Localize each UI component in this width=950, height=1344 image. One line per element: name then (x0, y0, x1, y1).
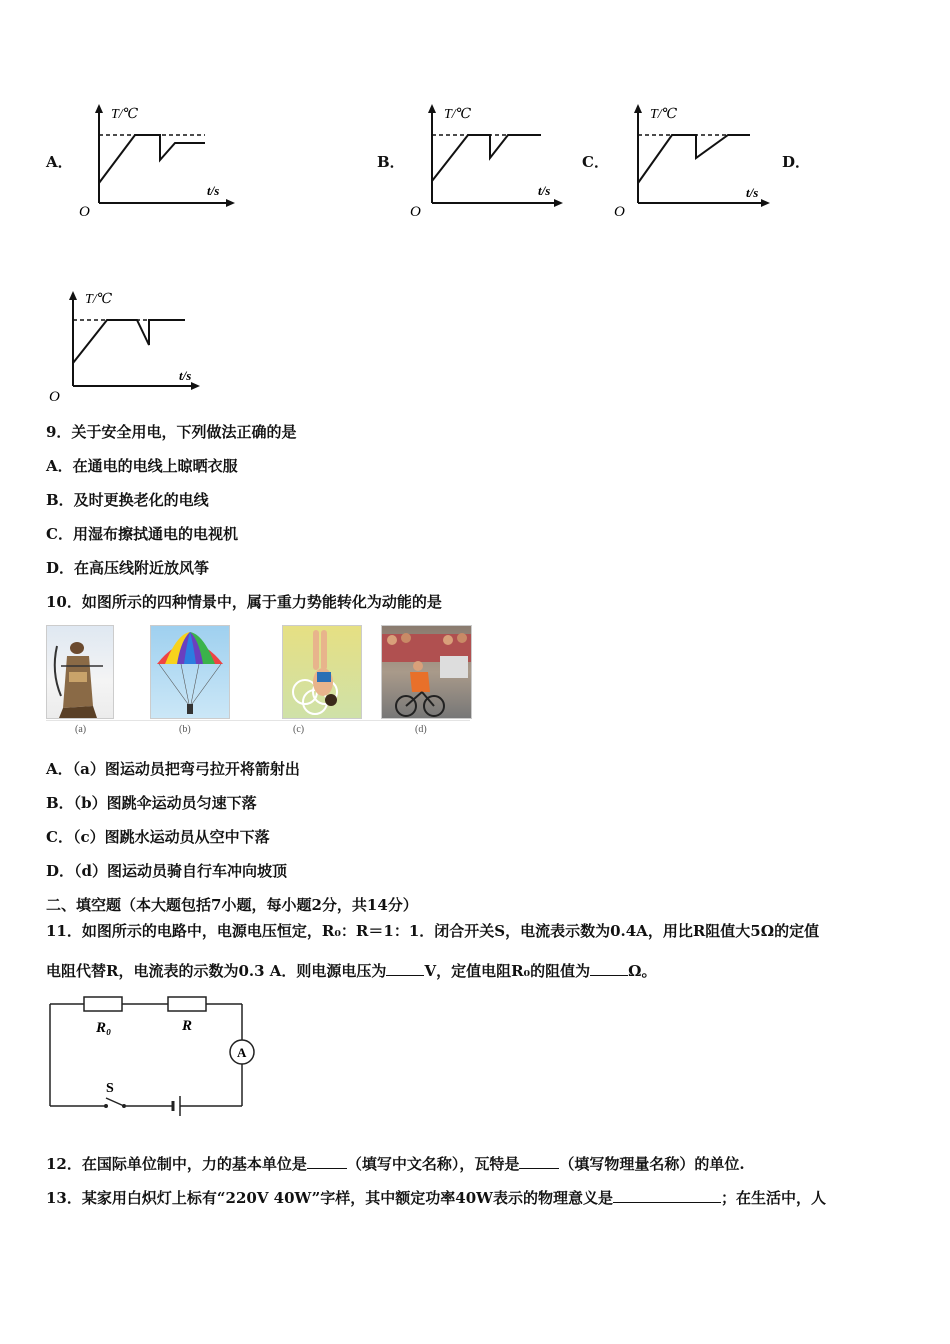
label-r0: R₀ (96, 1020, 112, 1036)
switch-icon (106, 1098, 124, 1106)
graph-a-x-label: t/s (207, 183, 220, 198)
label-ammeter: A (237, 1045, 247, 1060)
option-b-label: B． (377, 153, 405, 171)
q11-text-c: Ω。 (628, 962, 657, 980)
photo-cyclist (381, 625, 472, 719)
graph-c-origin: O (614, 204, 625, 220)
q12-blank-unit[interactable] (307, 1154, 347, 1169)
option-c-label: C． (582, 153, 609, 171)
q10-option-b: B．（b）图跳伞运动员匀速下落 (46, 794, 257, 812)
q12-line (46, 1154, 745, 1172)
q13-blank-meaning[interactable] (613, 1188, 721, 1203)
graph-d-y-label: T/℃ (85, 292, 113, 307)
graph-b-x-label: t/s (538, 183, 551, 198)
photo-archer (46, 625, 114, 719)
q11-line2 (46, 961, 656, 979)
photo-diver (282, 625, 362, 719)
q10-option-d: D．（d）图运动员骑自行车冲向坡顶 (46, 862, 287, 880)
graph-d (45, 283, 210, 408)
q13-line (46, 1188, 826, 1206)
graph-c (610, 98, 780, 223)
caption-a: (a) (75, 724, 87, 735)
q12-blank-quantity[interactable] (519, 1154, 559, 1169)
q10-stem: 10．如图所示的四种情景中，属于重力势能转化为动能的是 (46, 593, 442, 611)
section-heading: 二、填空题（本大题包括7小题，每小题2分，共14分） (46, 896, 418, 914)
graph-b-y-label: T/℃ (444, 107, 472, 122)
graph-a-origin: O (79, 204, 90, 220)
q11-line1: 11．如图所示的电路中，电源电压恒定，R₀：R＝1：1．闭合开关S，电流表示数为0.4A，用比R阻值大5Ω的定值 (46, 922, 820, 940)
q11-text-a: 电阻代替R，电流表的示数为0.3 A．则电源电压为 (46, 962, 387, 980)
graph-c-x-label: t/s (746, 185, 759, 200)
q11-blank-resistance[interactable] (590, 961, 628, 976)
q13-text-b: ；在生活中，人 (721, 1189, 827, 1207)
label-r: R (182, 1018, 193, 1034)
photo-caption-strip (46, 720, 470, 737)
caption-d: (d) (415, 724, 427, 735)
label-switch: S (106, 1081, 114, 1096)
graph-d-x-label: t/s (179, 368, 192, 383)
q11-blank-voltage[interactable] (386, 961, 424, 976)
q9-option-d: D．在高压线附近放风筝 (46, 559, 210, 577)
graph-a-y-label: T/℃ (111, 107, 139, 122)
q10-option-a: A．（a）图运动员把弯弓拉开将箭射出 (46, 760, 300, 778)
option-a-label: A． (46, 153, 73, 171)
graph-d-origin: O (49, 389, 60, 405)
q9-option-b: B．及时更换老化的电线 (46, 491, 209, 509)
q9-option-a: A．在通电的电线上晾晒衣服 (46, 457, 238, 475)
resistor-r0 (84, 997, 122, 1011)
q12-text-c: （填写物理量名称）的单位. (559, 1155, 745, 1173)
q11-text-b: V，定值电阻R₀的阻值为 (424, 962, 591, 980)
caption-b: (b) (179, 724, 191, 735)
q10-option-c: C．（c）图跳水运动员从空中下落 (46, 828, 270, 846)
q9-option-c: C．用湿布擦拭通电的电视机 (46, 525, 238, 543)
circuit-diagram (44, 990, 274, 1125)
photo-parachute (150, 625, 230, 719)
graph-b-origin: O (410, 204, 421, 220)
q9-stem: 9．关于安全用电，下列做法正确的是 (46, 423, 297, 441)
option-d-label: D． (782, 153, 811, 171)
caption-c: (c) (293, 724, 305, 735)
graph-b (406, 98, 571, 223)
q12-text-a: 12．在国际单位制中，力的基本单位是 (46, 1155, 307, 1173)
graph-c-y-label: T/℃ (650, 107, 678, 122)
q12-text-b: （填写中文名称），瓦特是 (346, 1155, 520, 1173)
graph-a (75, 98, 240, 223)
resistor-r (168, 997, 206, 1011)
q13-text-a: 13．某家用白炽灯上标有“220V 40W”字样，其中额定功率40W表示的物理意义是 (46, 1189, 614, 1207)
